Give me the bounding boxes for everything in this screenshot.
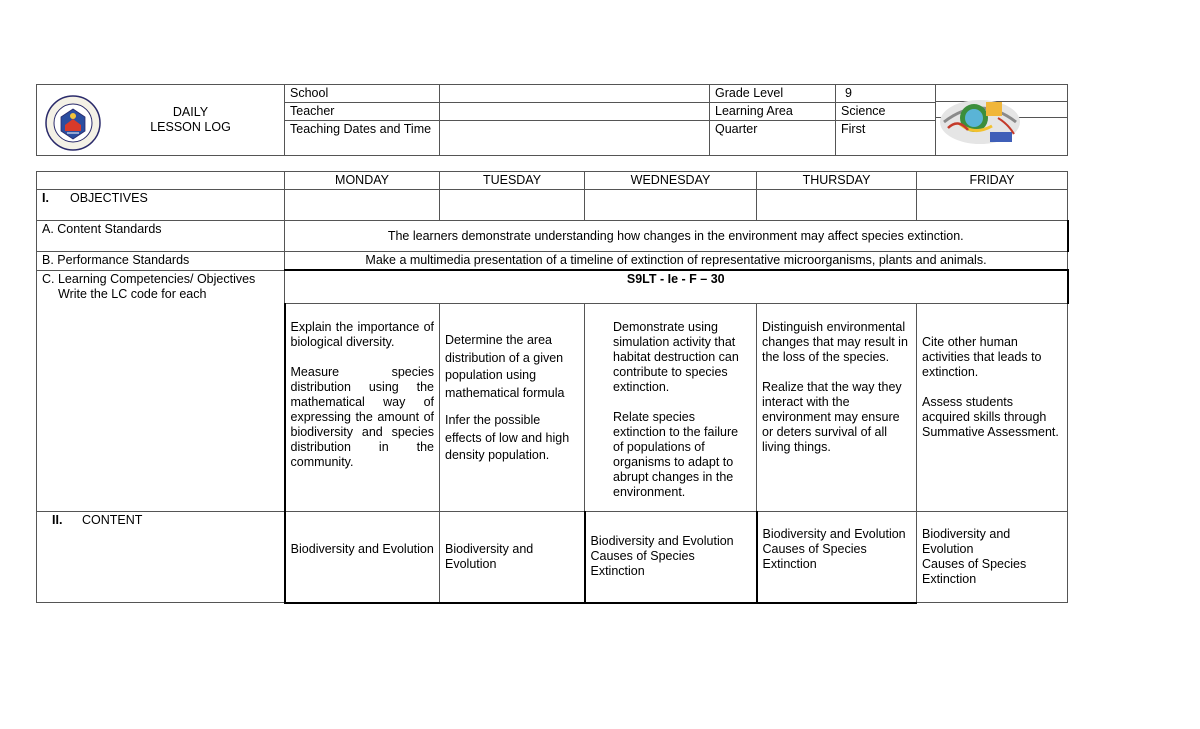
header-table: [36, 84, 1068, 156]
teacher-label: Teacher: [285, 103, 440, 121]
friday-objectives: Cite other human activities that leads to extinction. Assess students acquired skills through Summative Assessment.: [917, 304, 1068, 512]
objectives-heading: I. OBJECTIVES: [37, 190, 285, 221]
school-label: School: [285, 85, 440, 103]
tuesday-objectives: Determine the area distribution of a given population using mathematical formula Infer the possible effects of low and high density population.: [440, 304, 585, 512]
school-value: [440, 85, 710, 103]
thursday-content: Biodiversity and Evolution Causes of Species Extinction: [757, 512, 917, 603]
lesson-log-table: [36, 171, 1069, 604]
quarter-value: First: [836, 121, 936, 156]
grade-level-label: Grade Level: [710, 85, 836, 103]
wednesday-content: Biodiversity and Evolution Causes of Species Extinction: [585, 512, 757, 603]
teacher-value: [440, 103, 710, 121]
school-emblem-logo: [938, 88, 1022, 150]
teaching-dates-value: [440, 121, 710, 156]
content-standards-row: [37, 221, 1068, 252]
performance-standards-text: Make a multimedia presentation of a timeline of extinction of representative microorganisms, plants and animals.: [285, 252, 1068, 271]
quarter-label: Quarter: [710, 121, 836, 156]
monday-content: Biodiversity and Evolution: [285, 512, 440, 603]
performance-standards-row: [37, 252, 1068, 271]
teaching-dates-label: Teaching Dates and Time: [285, 121, 440, 156]
grade-level-value: 9: [836, 85, 936, 103]
content-row: [37, 512, 1068, 603]
blank-corner-cell: [37, 172, 285, 190]
logo-title-cell: [37, 85, 285, 156]
thursday-objectives: Distinguish environmental changes that may result in the loss of the species. Realize that the way they interact with the environment may ensure or deters survival of all living things.: [757, 304, 917, 512]
days-header-row: [37, 172, 1068, 190]
friday-content: Biodiversity and Evolution Causes of Species Extinction: [917, 512, 1068, 603]
day-header-friday: FRIDAY: [917, 172, 1068, 190]
day-header-wednesday: WEDNESDAY: [585, 172, 757, 190]
learning-competencies-row: [37, 270, 1068, 304]
day-header-thursday: THURSDAY: [757, 172, 917, 190]
day-header-tuesday: TUESDAY: [440, 172, 585, 190]
content-standards-text: The learners demonstrate understanding how changes in the environment may affect species extinction.: [285, 221, 1068, 252]
deped-seal-logo: [45, 95, 101, 151]
objectives-row: [37, 190, 1068, 221]
performance-standards-label: B. Performance Standards: [37, 252, 285, 271]
monday-objectives: Explain the importance of biological diversity. Measure species distribution using the mathematical way of expressing the amount of biodiversity and species distribution in the community.: [285, 304, 440, 512]
tuesday-content: Biodiversity and Evolution: [440, 512, 585, 603]
content-heading: II. CONTENT: [37, 512, 285, 603]
dll-title: DAILY LESSON LOG: [150, 105, 231, 134]
day-header-monday: MONDAY: [285, 172, 440, 190]
learning-area-value: Science: [836, 103, 936, 121]
wednesday-objectives: Demonstrate using simulation activity that habitat destruction can contribute to species extinction. Relate species extinction to the failure of populations of organisms to adapt to abrupt changes in the environment.: [585, 304, 757, 512]
learning-competencies-label: C. Learning Competencies/ Objectives Write the LC code for each: [37, 270, 285, 512]
learning-area-label: Learning Area: [710, 103, 836, 121]
content-standards-label: A. Content Standards: [37, 221, 285, 252]
lc-code: S9LT - Ie - F – 30: [285, 270, 1068, 304]
